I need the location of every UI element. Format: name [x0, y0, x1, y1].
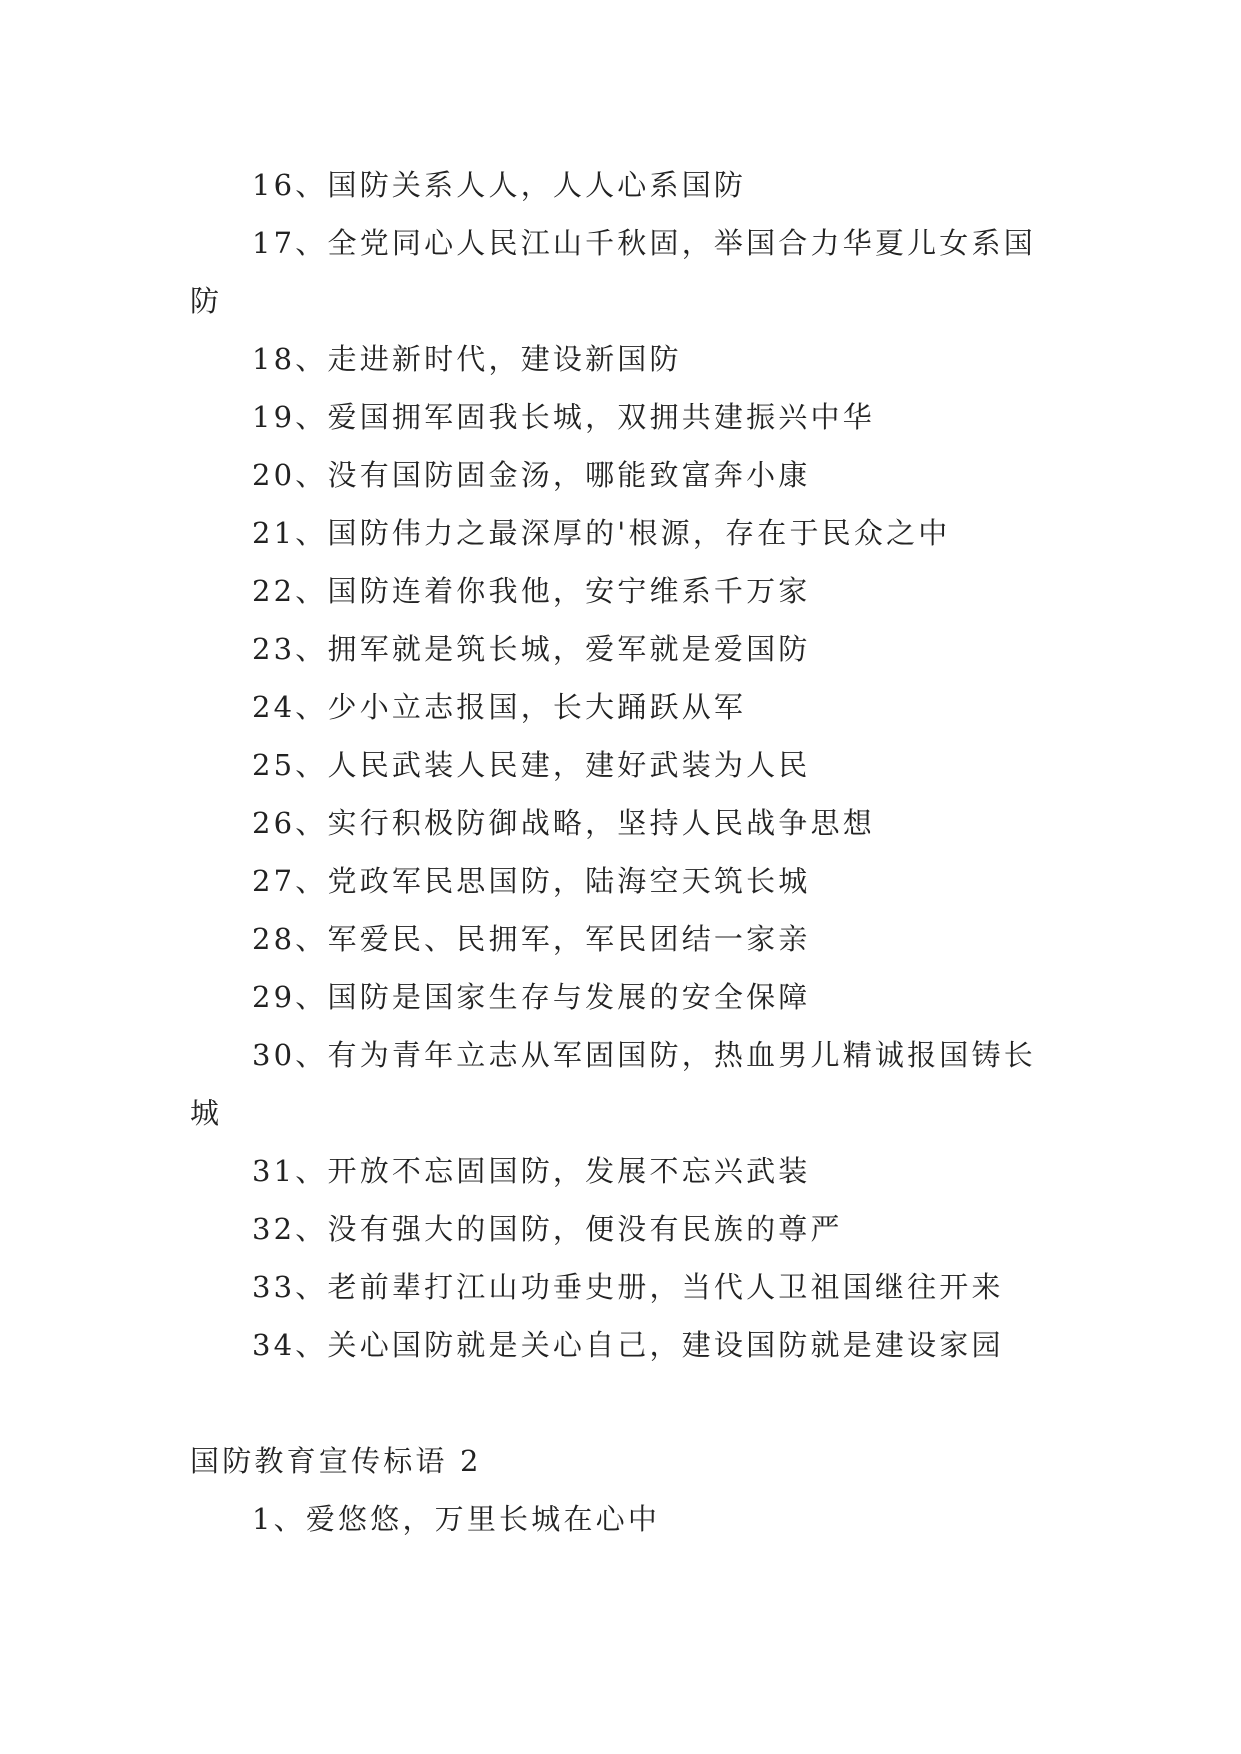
list-item: 27、党政军民思国防，陆海空天筑长城 [252, 864, 811, 898]
section-spacer [190, 1374, 1050, 1432]
list-item: 25、人民武装人民建，建好武装为人民 [252, 748, 811, 782]
list-item: 33、老前辈打江山功垂史册，当代人卫祖国继往开来 [252, 1270, 1004, 1304]
list-item: 17、全党同心人民江山千秋固，举国合力华夏儿女系国防 [190, 226, 1036, 318]
list-item: 23、拥军就是筑长城，爱军就是爱国防 [252, 632, 811, 666]
list-item: 21、国防伟力之最深厚的'根源，存在于民众之中 [252, 516, 951, 550]
list-item: 18、走进新时代，建设新国防 [252, 342, 682, 376]
list-item: 19、爱国拥军固我长城，双拥共建振兴中华 [252, 400, 875, 434]
list-item: 24、少小立志报国，长大踊跃从军 [252, 690, 747, 724]
list-item: 32、没有强大的国防，便没有民族的尊严 [252, 1212, 843, 1246]
list-item: 29、国防是国家生存与发展的安全保障 [252, 980, 811, 1014]
list-item: 26、实行积极防御战略，坚持人民战争思想 [252, 806, 875, 840]
list-item: 16、国防关系人人，人人心系国防 [252, 168, 747, 202]
list-item: 22、国防连着你我他，安宁维系千万家 [252, 574, 811, 608]
section-title: 国防教育宣传标语 2 [190, 1444, 482, 1478]
list-item: 34、关心国防就是关心自己，建设国防就是建设家园 [252, 1328, 1004, 1362]
list-item: 31、开放不忘固国防，发展不忘兴武装 [252, 1154, 811, 1188]
document-body [190, 156, 1050, 1548]
list-item: 1、爱悠悠，万里长城在心中 [252, 1502, 661, 1536]
list-item: 30、有为青年立志从军固国防，热血男儿精诚报国铸长城 [190, 1038, 1036, 1130]
list-item: 28、军爱民、民拥军，军民团结一家亲 [252, 922, 811, 956]
list-item: 20、没有国防固金汤，哪能致富奔小康 [252, 458, 811, 492]
